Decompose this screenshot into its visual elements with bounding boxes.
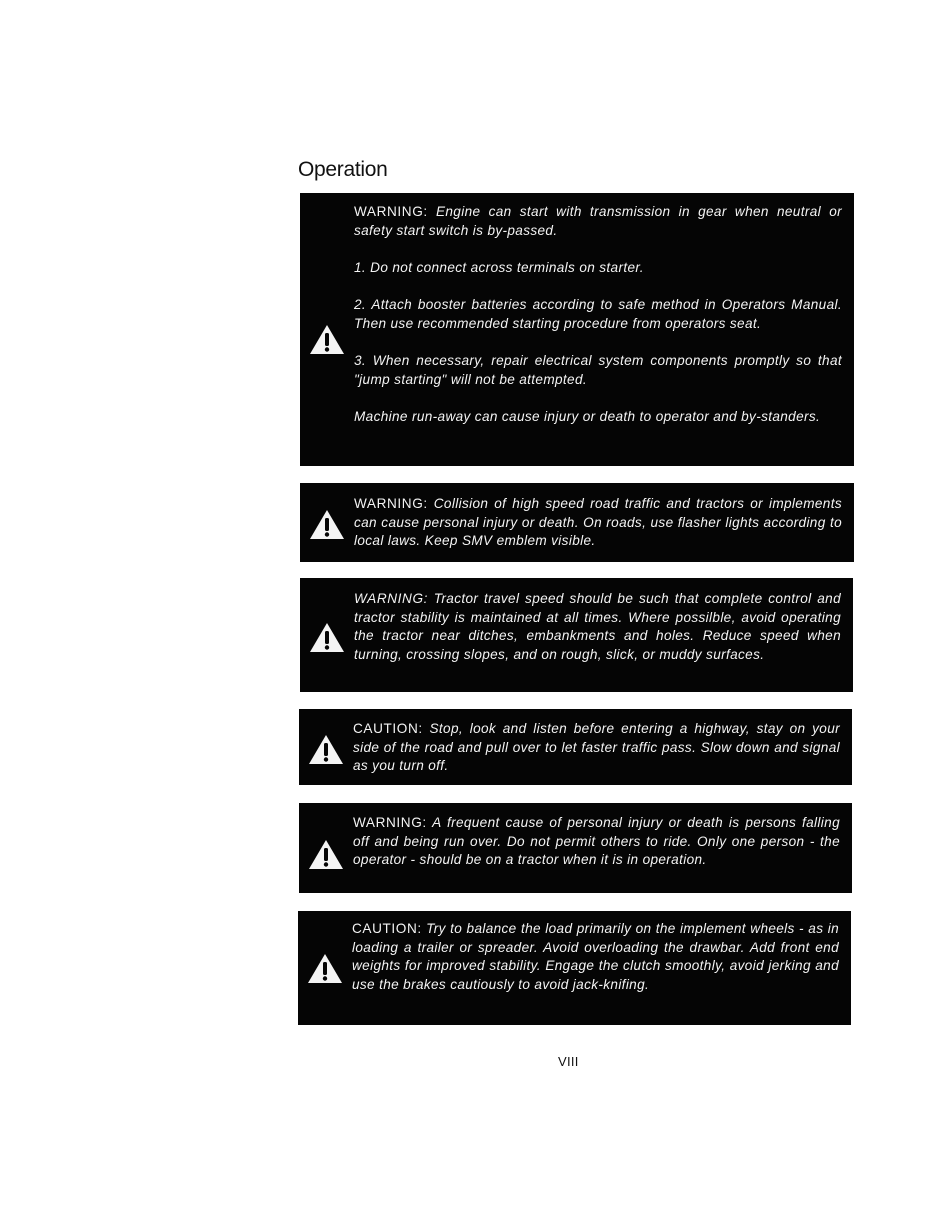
- notice-body: [354, 495, 842, 551]
- warning-notice-jump-start: [300, 193, 854, 466]
- notice-body: [354, 590, 841, 665]
- notice-step-2: 2. Attach booster batteries according to safe method in Operators Manual. Then use recommended starting procedure from operators seat.: [354, 297, 842, 331]
- notice-label: CAUTION:: [352, 921, 422, 936]
- warning-triangle-icon: [308, 734, 344, 765]
- notice-label: CAUTION:: [353, 721, 423, 736]
- notice-label: WARNING:: [354, 204, 428, 219]
- notice-body: [354, 203, 842, 427]
- notice-text: Stop, look and listen before entering a highway, stay on your side of the road and pull over to let faster traffic pass. Slow down and signal as you turn off.: [353, 721, 840, 774]
- notice-text: Tractor travel speed should be such that complete control and tractor stability is maintained at all times. Where possilble, avoid operating the tractor near ditches, embankments and holes. Reduce speed when turning, crossing slopes, and on rough, slick, or muddy surfaces.: [354, 591, 841, 663]
- notice-text: A frequent cause of personal injury or death is persons falling off and being run over. Do not permit others to ride. Only one person - the operator - should be on a tractor when it is in operation.: [353, 815, 840, 868]
- notice-label: WARNING:: [353, 815, 427, 830]
- warning-triangle-icon: [309, 622, 345, 653]
- page-number: VIII: [558, 1054, 579, 1069]
- warning-triangle-icon: [309, 324, 345, 355]
- warning-notice-travel-speed: [300, 578, 853, 692]
- warning-notice-road-traffic: [300, 483, 854, 562]
- warning-triangle-icon: [309, 509, 345, 540]
- page-title: Operation: [298, 158, 388, 181]
- warning-notice-riders: [299, 803, 852, 893]
- notice-step-1: 1. Do not connect across terminals on starter.: [354, 259, 644, 275]
- caution-notice-load-balance: [298, 911, 851, 1025]
- notice-label: WARNING:: [354, 591, 429, 606]
- notice-consequence: Machine run-away can cause injury or death to operator and by-standers.: [354, 408, 821, 424]
- notice-text: Try to balance the load primarily on the implement wheels - as in loading a trailer or spreader. Avoid overloading the drawbar. Add front end weights for improved stability. Engage the clutch smoothly, avoid jerking and use the brakes cautiously to avoid jack-knifing.: [352, 921, 839, 993]
- warning-triangle-icon: [308, 839, 344, 870]
- notice-body: [353, 814, 840, 870]
- notice-body: [352, 920, 839, 995]
- warning-triangle-icon: [307, 953, 343, 984]
- notice-body: [353, 720, 840, 776]
- notice-step-3: 3. When necessary, repair electrical system components promptly so that "jump starting" will not be attempted.: [354, 353, 842, 387]
- notice-text: Engine can start with transmission in gear when neutral or safety start switch is by-passed.: [354, 204, 842, 238]
- notice-label: WARNING:: [354, 496, 428, 511]
- notice-text: Collision of high speed road traffic and tractors or implements can cause personal injury or death. On roads, use flasher lights according to local laws. Keep SMV emblem visible.: [354, 496, 842, 549]
- caution-notice-highway: [299, 709, 852, 785]
